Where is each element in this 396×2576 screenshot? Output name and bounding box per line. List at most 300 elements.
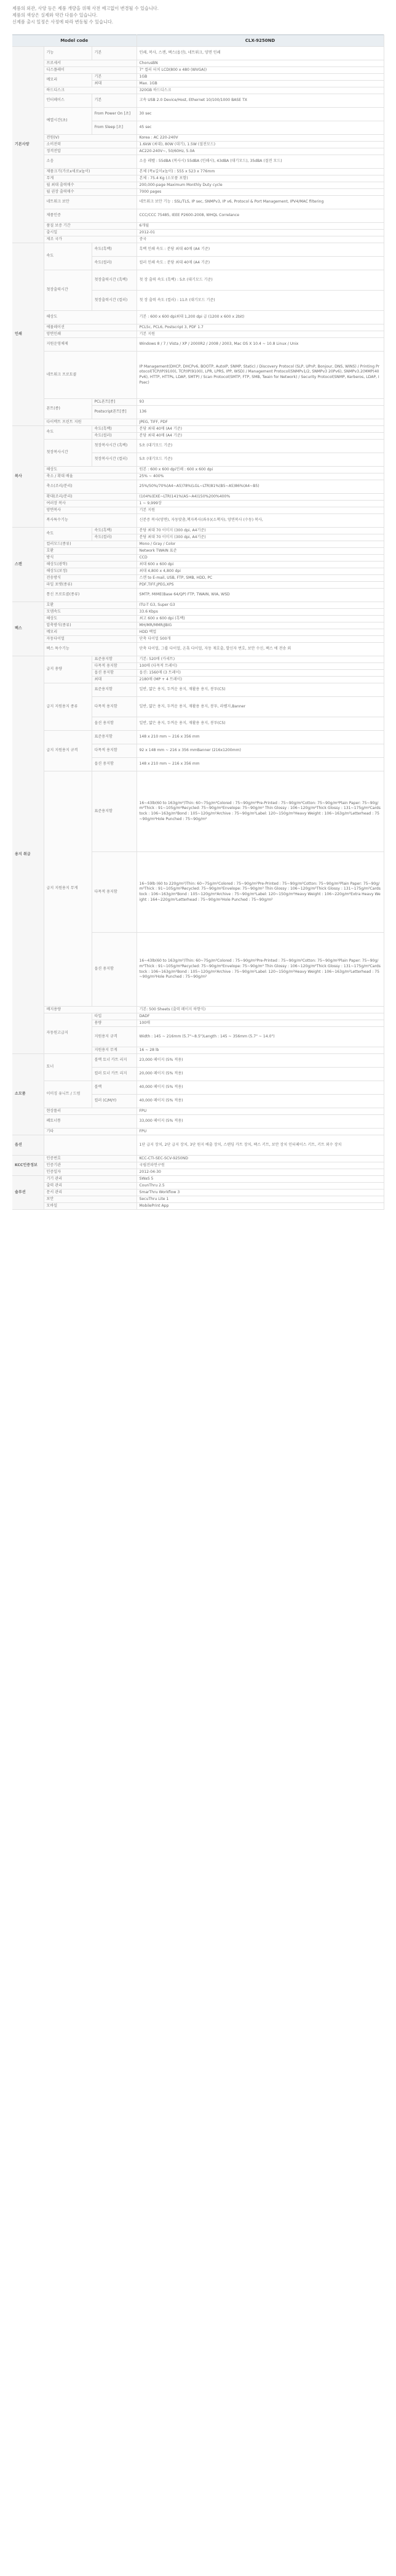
spec-value: 1.6kW (최대), 80W (대기), 1.5W (절전모드) (137, 142, 384, 148)
spec-value: 5초 (대기모드 기준) (137, 453, 384, 467)
spec-value: ChorusBN (137, 60, 384, 67)
spec-value: 320GB 하드디스크 (137, 87, 384, 94)
spec-label: 호환 (44, 602, 137, 609)
notice-line-2: 제품의 색상은 실제와 약간 다를수 있습니다. (12, 12, 98, 18)
spec-value: 1 ~ 9,999장 (137, 501, 384, 507)
spec-label: 인터페이스 (44, 94, 92, 108)
spec-row (12, 582, 384, 589)
spec-row (12, 67, 384, 74)
spec-value: 136 (137, 406, 384, 419)
spec-row (12, 1013, 384, 1020)
spec-value: 25% ~ 400% (137, 473, 384, 480)
spec-value: Max. 1GB (137, 81, 384, 87)
spec-label: 월 권장 출력매수 (44, 189, 137, 196)
spec-label: 축소(조리/분리) (44, 480, 137, 494)
spec-row (12, 1169, 384, 1176)
spec-row (12, 1183, 384, 1189)
spec-sublabel: 지원용지 무게 (92, 1047, 137, 1054)
spec-label: 속도 (44, 243, 92, 270)
spec-value: HDD 백업 (137, 629, 384, 636)
spec-label: 토너 (44, 1054, 92, 1081)
spec-sublabel: 다목적 용지함 (92, 744, 137, 758)
spec-label: 첫장복사시간 (44, 440, 92, 467)
spec-body (12, 47, 384, 1210)
spec-label: 지원운영체제 (44, 338, 137, 352)
spec-row (12, 683, 384, 697)
notice-block (0, 0, 396, 31)
spec-row (12, 209, 384, 223)
spec-sublabel: 다목적 용지함 (92, 697, 137, 717)
spec-value: 148 x 210 mm ~ 216 x 356 mm (137, 731, 384, 744)
spec-value: Width : 145 ~ 216mm (5.7"~8.5")Length : 145 ~ 356mm (5.7" ~ 14.0") (137, 1027, 384, 1047)
spec-row (12, 440, 384, 453)
spec-value: MH/MR/MMR/JBIG (137, 622, 384, 629)
spec-row (12, 1129, 384, 1135)
spec-value: 일반, 얇은 용지, 두꺼운 용지, 재활용 용지, 봉투(C5) (137, 683, 384, 697)
spec-value: (104%(EXE~LTR)141%(A5~A4)150%200%400% (137, 494, 384, 501)
category-cell: 팩스 (12, 602, 44, 656)
spec-row (12, 419, 384, 426)
spec-value: 고속 USB 2.0 Device/Host, Ethernet 10/100/1000 BASE TX (137, 94, 384, 108)
spec-label: 여러장 복사 (44, 501, 137, 507)
spec-value: CCD (137, 555, 384, 561)
spec-label: 방식 (44, 555, 137, 561)
category-cell: 옵션 (12, 1135, 44, 1156)
spec-value: 100매 (다목적 트레이) (137, 663, 384, 670)
spec-row (12, 609, 384, 616)
spec-sublabel: PCL폰트[종] (92, 399, 137, 406)
spec-label: 제품인증 (44, 209, 137, 223)
spec-label: 해상도 (44, 616, 137, 622)
spec-sublabel: From Power On [초] (92, 108, 137, 121)
spec-label: 축소 / 확대 배율 (44, 473, 137, 480)
spec-value: 스캔 to E-mail, USB, FTP, SMB, HDD, PC (137, 575, 384, 582)
spec-value: CounThru 2.5 (137, 1183, 384, 1189)
spec-value: 100매 (137, 1020, 384, 1027)
spec-label: 압축방식(종류) (44, 622, 137, 629)
spec-value: 일반, 얇은 용지, 두꺼운 용지, 재활용 용지, 봉투(C5) (137, 717, 384, 731)
spec-sublabel: 다목적 용지함 (92, 663, 137, 670)
spec-value: 93 (137, 399, 384, 406)
spec-row (12, 155, 384, 169)
spec-label: 속도 (44, 426, 92, 440)
spec-row (12, 622, 384, 629)
spec-row (12, 426, 384, 433)
spec-row (12, 1196, 384, 1203)
spec-label: 에뮬레이션 (44, 324, 137, 331)
spec-value: 2180매 (MP + 4 트레이) (137, 677, 384, 683)
spec-label: 해상도 (44, 311, 137, 324)
spec-label: 출시일 (44, 230, 137, 236)
header-model-name: CLX-9250ND (137, 35, 384, 47)
spec-row (12, 555, 384, 561)
spec-label: 폐토너통 (44, 1115, 137, 1129)
spec-value: Windows 8 / 7 / Vista / XP / 2000R2 / 2008 / 2003, Mac OS X 10.4 ~ 10.8 Linux / Unix (137, 338, 384, 352)
spec-value: SMTP, MIME(Base 64/QP) FTP, TWAIN, WIA, WSD (137, 589, 384, 602)
spec-label: 기타 (44, 1129, 137, 1135)
spec-row (12, 467, 384, 473)
spec-label: 디스플레이 (44, 67, 137, 74)
spec-sublabel: 컬러 (C/M/Y) (92, 1095, 137, 1108)
spec-row (12, 1115, 384, 1129)
spec-row (12, 480, 384, 494)
spec-value: 40,000 페이지 (5% 적용) (137, 1081, 384, 1095)
spec-row (12, 1054, 384, 1068)
category-cell: 복사 (12, 426, 44, 528)
spec-row (12, 561, 384, 568)
spec-header-row (12, 35, 384, 47)
spec-value: 본체 (폭x길이x높이) : 555 x 523 x 776mm (137, 169, 384, 175)
spec-row (12, 602, 384, 609)
spec-value: 23,000 페이지 (5% 적용) (137, 1054, 384, 1068)
spec-value: 200,000-page Maximum Monthly Duty cycle (137, 182, 384, 189)
spec-row (12, 1176, 384, 1183)
spec-sublabel: 표준용지함 (92, 771, 137, 852)
spec-row (12, 142, 384, 148)
spec-row (12, 1189, 384, 1196)
spec-value: 7" 컬러 터치 LCD(800 x 480 (WVGA)) (137, 67, 384, 74)
spec-label: 전원(V) (44, 135, 137, 142)
spec-label: 급지 지원용지 종류 (44, 683, 92, 731)
spec-sublabel: 속도(흑백) (92, 528, 137, 534)
notice-line-3: 신제품 출시 일정은 사정에 따라 변동될 수 있습니다. (12, 19, 114, 25)
spec-value: 16~43lb(60 to 163g/m²)Thin: 60~75g/m²Colored : 75~90g/m²Pre-Printed : 75~90g/m²Cotton: 75~90g/m²Plain Paper: 75~90g/m²Thick : 91~105g/m²Recycled: 75~90g/m²Envelope: 75~90g/m² Thin Glossy : 106~120g/m²Thick Glossy : 131~175g/m²Cardstock : 106~163g/m²Bond : 105~120g/m²Archive : 75~90g/m²Label: 120~150g/m²Heavy Weight : 106~163g/m²Letterhead : 75~90g/m²Hole Punched : 75~90g/m² (137, 771, 384, 852)
spec-row (12, 311, 384, 324)
spec-label: 인증일자 (44, 1169, 137, 1176)
spec-value: 16 ~ 28 lb (137, 1047, 384, 1054)
spec-sublabel: 옵션 용지함 (92, 933, 137, 1007)
spec-sublabel: 첫장복사시간 (컬러) (92, 453, 137, 467)
spec-label: 폰트(종) (44, 399, 92, 419)
spec-value: 기본 : 600 x 600 dpi최대 1,200 dpi 급 (1200 x 600 x 2bit) (137, 311, 384, 324)
spec-sublabel: 블랙 토너 카트 리지 (92, 1054, 137, 1068)
category-cell: 소모품 (12, 1054, 44, 1135)
spec-value: 2012-04-30 (137, 1169, 384, 1176)
spec-value: SecuThru Lite 1 (137, 1196, 384, 1203)
spec-label: 첫장출력시간 (44, 270, 92, 311)
spec-value: 단축 다이얼 500개 (137, 636, 384, 643)
spec-sublabel: 첫장복사시간 (흑백) (92, 440, 137, 453)
category-cell: 기본사양 (12, 47, 44, 243)
spec-label: 호환 (44, 548, 137, 555)
spec-value: 16~43lb(60 to 163g/m²)Thin: 60~75g/m²Colored : 75~90g/m²Pre-Printed : 75~90g/m²Cotton: 75~90g/m²Plain Paper: 75~90g/m²Thick : 91~105g/m²Recycled: 75~90g/m²Envelope: 75~90g/m² Thin Glossy : 106~120g/m²Thick Glossy : 131~175g/m²Cardstock : 106~163g/m²Bond : 105~120g/m²Archive : 75~90g/m²Label: 120~150g/m²Heavy Weight : 106~163g/m²Letterhead : 75~90g/m²Hole Punched : 75~90g/m² (137, 933, 384, 1007)
spec-row (12, 548, 384, 555)
spec-row (12, 236, 384, 243)
spec-label: 급지 지원용지 규격 (44, 731, 92, 771)
spec-label: 해상도(보정) (44, 568, 137, 575)
category-cell: 솔루션 (12, 1176, 44, 1210)
spec-label: 배지용량 (44, 1007, 137, 1013)
spec-label: 속도 (44, 528, 92, 541)
spec-value: 30 sec (137, 108, 384, 121)
spec-value: 33,000 페이지 (5% 적용) (137, 1115, 384, 1129)
spec-label: 모뎀속도 (44, 609, 137, 616)
spec-value: 33.6 Kbps (137, 609, 384, 616)
spec-label: 통신 프로토콜(종류) (44, 589, 137, 602)
spec-label: 메모리 (44, 74, 92, 87)
spec-value: 최고 600 x 600 dpi (흑백) (137, 616, 384, 622)
category-cell: KCC인증정보 (12, 1156, 44, 1176)
spec-sublabel: 속도(흑백) (92, 243, 137, 257)
spec-row (12, 643, 384, 656)
spec-sublabel: 기본 (92, 74, 137, 81)
spec-value: SmarThru Workflow 3 (137, 1189, 384, 1196)
spec-row (12, 494, 384, 501)
spec-label: 양면복사 (44, 507, 137, 514)
spec-label (44, 1135, 137, 1156)
spec-value: 기본 지원 (137, 331, 384, 338)
spec-value: PCL5c, PCL6, Postscript 3, PDF 1.7 (137, 324, 384, 331)
spec-value: 2012-01 (137, 230, 384, 236)
spec-value: PDF,TIFF,JPEG,XPS (137, 582, 384, 589)
spec-label: 이미징 유니트 / 드럼 (44, 1081, 92, 1108)
spec-row (12, 331, 384, 338)
spec-row (12, 1162, 384, 1169)
spec-value: ITU-T G3, Super G3 (137, 602, 384, 609)
spec-value: AC220-240V~, 50/60Hz, 5.0A (137, 148, 384, 155)
spec-row (12, 507, 384, 514)
spec-value: 신분증 복사(양면), 자동맞춤,책자복사(좌우)(소책자), 양면복사 (수동) 복사, (137, 514, 384, 528)
spec-row (12, 589, 384, 602)
spec-label: 양면인쇄 (44, 331, 137, 338)
spec-sublabel: 최대 (92, 677, 137, 683)
spec-row (12, 148, 384, 155)
spec-label: 제품크기(가로x세로x높이) (44, 169, 137, 175)
spec-sublabel: 최대 (92, 81, 137, 87)
spec-row (12, 1203, 384, 1210)
spec-value: KCC-CTI-SEC-SCV-9250ND (137, 1156, 384, 1162)
spec-sublabel: 속도(흑백) (92, 426, 137, 433)
spec-row (12, 87, 384, 94)
spec-value: 20,000 페이지 (5% 적용) (137, 1068, 384, 1081)
spec-row (12, 270, 384, 291)
spec-sublabel: 속도(컬러) (92, 433, 137, 440)
notice-line-1: 제품의 외관, 사양 등은 제품 개량을 위해 사전 예고없이 변경될 수 있습니다. (12, 6, 159, 11)
spec-value: 국립전파연구원 (137, 1162, 384, 1169)
spec-row (12, 629, 384, 636)
spec-value: 네트워크 보안 기능 : SSL/TLS, IP sec, SNMPv3, IP v6, Protocol & Port Management, IPV4/MAC filtering (137, 196, 384, 209)
spec-row (12, 528, 384, 534)
spec-label: 인증번호 (44, 1156, 137, 1162)
spec-row (12, 1007, 384, 1013)
spec-label: 소음 (44, 155, 137, 169)
spec-value: FPU (137, 1129, 384, 1135)
header-model-code: Model code (12, 35, 137, 47)
spec-value: 16~59lb (60 to 220g/m²)Thin: 60~75g/m²Colored : 75~90g/m²Pre-Printed : 75~90g/m²Cotton: 75~90g/m²Plain Paper: 75~90g/m²Thick : 91~105g/m²Recycled: 75~90g/m²Envelope: 75~90g/m² Thin Glossy : 106~120g/m²Thick Glossy : 131~175g/m²Cardstock : 106~163g/m²Bond : 105~120g/m²Archive : 75~90g/m²Label: 120~150g/m²Heavy Weight : 106~220g/m²Extra Heavy Weight : 164~220g/m²Letterhead : 75~90g/m²Hole Punched : 75~90g/m² (137, 852, 384, 933)
spec-value: 최대 600 x 600 dpi (137, 561, 384, 568)
spec-sublabel: 컬러 토너 카트 리지 (92, 1068, 137, 1081)
spec-value: 본체 : 75.4 Kg (소모품 포함) (137, 175, 384, 182)
spec-row (12, 47, 384, 60)
spec-label: 급지 용량 (44, 656, 92, 683)
spec-sublabel: 표준용지함 (92, 731, 137, 744)
spec-label: 문서 관리 (44, 1189, 137, 1196)
spec-label: 기기 관리 (44, 1176, 137, 1183)
spec-sublabel: 용량 (92, 1020, 137, 1027)
spec-value: 기본: 500 Sheets (출력 페이지 하향식) (137, 1007, 384, 1013)
spec-value: 원본 : 600 x 600 dpi인쇄 : 600 x 600 dpi (137, 467, 384, 473)
spec-label: 정격전압 (44, 148, 137, 155)
spec-label: 출력 관리 (44, 1183, 137, 1189)
spec-label: 해상도(광학) (44, 561, 137, 568)
spec-sublabel: 옵션 용지함 (92, 758, 137, 771)
spec-row (12, 74, 384, 81)
spec-value: 소음 레벨 : 55dBA (복사시) 55dBA (인쇄시), 43dBA (대기모드), 35dBA (절전 모드) (137, 155, 384, 169)
spec-row (12, 196, 384, 209)
spec-label: 월 최대 출력매수 (44, 182, 137, 189)
spec-label: 네트워크 프로토콜 (44, 352, 137, 399)
spec-value: 첫 장 출력 속도 (흑백) : 5초 (대기모드 기준) (137, 270, 384, 291)
spec-value: DADF (137, 1013, 384, 1020)
spec-label: 제조 국가 (44, 236, 137, 243)
spec-value: 25%/50%/70%(A4~A5)78%(LGL~LTR)81%(B5~A5)86%(A4~B5) (137, 480, 384, 494)
spec-row (12, 399, 384, 406)
spec-value: 최대 4,800 x 4,800 dpi (137, 568, 384, 575)
spec-value: SWaS 5 (137, 1176, 384, 1183)
spec-value: 분당 최대 40매 (A4 기준) (137, 433, 384, 440)
spec-value: 중국 (137, 236, 384, 243)
spec-value: 일반, 얇은 용지, 두꺼운 용지, 재활용 용지, 봉투, 라벨지,Banner (137, 697, 384, 717)
spec-value: 45 sec (137, 121, 384, 135)
spec-value: 기본 지원 (137, 507, 384, 514)
spec-value: Korea : AC 220-240V (137, 135, 384, 142)
spec-row (12, 514, 384, 528)
spec-value: 40,000 페이지 (5% 적용) (137, 1095, 384, 1108)
spec-label: 파일 포맷(종류) (44, 582, 137, 589)
spec-sublabel: 기본 (92, 47, 137, 60)
spec-row (12, 352, 384, 399)
spec-sublabel: 첫장출력시간 (흑백) (92, 270, 137, 291)
spec-label: 확대(조리/분리) (44, 494, 137, 501)
spec-row (12, 616, 384, 622)
spec-value: 1단 급지 장치, 2단 급지 장치, 3단 원지 배출 장치, 스탠딩 카트 장치, 팩스 키트, 보안 장치 인터페이스 키트, 키트 외수 장치 (137, 1135, 384, 1156)
spec-row (12, 338, 384, 352)
spec-row (12, 230, 384, 236)
spec-row (12, 473, 384, 480)
spec-value: 첫 장 출력 속도 (컬러) : 11초 (대기모드 기준) (137, 291, 384, 311)
spec-sublabel: 표준용지함 (92, 656, 137, 663)
spec-value: Network TWAIN 표준 (137, 548, 384, 555)
spec-label: 자동다이얼 (44, 636, 137, 643)
spec-value: JPEG, TIFF, PDF (137, 419, 384, 426)
spec-row (12, 1081, 384, 1095)
spec-row (12, 771, 384, 852)
spec-table (12, 34, 384, 1210)
spec-label: 인증기관 (44, 1162, 137, 1169)
spec-value: CCC/CCC 75485, IEEE P2600-2008, WHQL Correlance (137, 209, 384, 223)
spec-row (12, 575, 384, 582)
spec-label: 해상도 (44, 467, 137, 473)
spec-sublabel: 옵션 용지함 (92, 670, 137, 677)
spec-label: 기능 (44, 47, 92, 60)
spec-sublabel: 다목적 용지함 (92, 852, 137, 933)
category-cell: 용지 취급 (12, 656, 44, 1054)
spec-row (12, 636, 384, 643)
spec-value: 단축 다이얼, 그룹 다이얼, 온훅 다이얼, 자동 재호출, 발신자 번호, 보안 수신, 팩스 에 전송 외 (137, 643, 384, 656)
spec-label: 하드디스크 (44, 87, 137, 94)
spec-row (12, 1135, 384, 1156)
category-cell: 스캔 (12, 528, 44, 602)
spec-row (12, 656, 384, 663)
spec-value: 흑백 인쇄 속도 : 분당 최대 40매 (A4 기준) (137, 243, 384, 257)
spec-label: 전송방식 (44, 575, 137, 582)
spec-value: 분당 최대 40매 (A4 기준) (137, 426, 384, 433)
spec-value: 7000 pages (137, 189, 384, 196)
spec-sublabel: 첫장출력시간 (컬러) (92, 291, 137, 311)
spec-label: 컬러모드(종류) (44, 541, 137, 548)
spec-row (12, 1108, 384, 1115)
spec-value: 인쇄, 복사, 스캔, 팩스(옵션), 네트워크, 양면 인쇄 (137, 47, 384, 60)
spec-value: 1GB (137, 74, 384, 81)
spec-value: 분당 최대 70 이미지 (300 dpi, A4기준) (137, 528, 384, 534)
category-cell: 인쇄 (12, 243, 44, 426)
spec-row (12, 731, 384, 744)
spec-row (12, 568, 384, 575)
spec-label: 현상롤러 (44, 1108, 137, 1115)
spec-value: 92 x 148 mm ~ 216 x 356 mmBanner (216x1200mm) (137, 744, 384, 758)
spec-label: 소비전력 (44, 142, 137, 148)
spec-value: 옵션: 1560매 (3 트레이) (137, 670, 384, 677)
spec-sublabel: 지원용지 규격 (92, 1027, 137, 1047)
spec-sublabel: Postscript폰트[종] (92, 406, 137, 419)
spec-row (12, 1156, 384, 1162)
spec-row (12, 94, 384, 108)
spec-row (12, 189, 384, 196)
spec-label: 자동원고급지 (44, 1013, 92, 1054)
spec-value: 5초 (대기모드 기준) (137, 440, 384, 453)
spec-row (12, 243, 384, 257)
spec-value: 148 x 210 mm ~ 216 x 356 mm (137, 758, 384, 771)
spec-sublabel: 옵션 용지함 (92, 717, 137, 731)
spec-label: 팩스 특수기능 (44, 643, 137, 656)
spec-label: 네트워크 보안 (44, 196, 137, 209)
spec-label: 모바일 (44, 1203, 137, 1210)
spec-label: 프로세서 (44, 60, 137, 67)
spec-value: 분당 최대 70 이미지 (300 dpi, A4기준) (137, 534, 384, 541)
spec-label: 급지 지원용지 무게 (44, 771, 92, 1007)
spec-sublabel: 표준용지함 (92, 683, 137, 697)
spec-row (12, 108, 384, 121)
spec-row (12, 501, 384, 507)
spec-value: 컬러 인쇄 속도 : 분당 최대 40매 (A4 기준) (137, 257, 384, 270)
spec-label: 예열시간(초) (44, 108, 92, 135)
spec-sublabel: 기본 (92, 94, 137, 108)
spec-row (12, 182, 384, 189)
spec-label: 품질 보증 기간 (44, 223, 137, 230)
spec-sublabel: 타입 (92, 1013, 137, 1020)
spec-label: 보안 (44, 1196, 137, 1203)
spec-value: FPU (137, 1108, 384, 1115)
spec-label: 메모리 (44, 629, 137, 636)
spec-value: 기본: 520매 (카세트) (137, 656, 384, 663)
spec-row (12, 541, 384, 548)
spec-label: 무게 (44, 175, 137, 182)
spec-row (12, 60, 384, 67)
spec-sublabel: 블랙 (92, 1081, 137, 1095)
spec-sublabel: 속도(컬러) (92, 257, 137, 270)
spec-value: 6개월 (137, 223, 384, 230)
spec-value: MobilePrint App (137, 1203, 384, 1210)
spec-row (12, 175, 384, 182)
spec-sublabel: From Sleep [초] (92, 121, 137, 135)
spec-row (12, 324, 384, 331)
spec-label: 다이렉트 프린트 지원 (44, 419, 137, 426)
spec-row (12, 169, 384, 175)
spec-row (12, 223, 384, 230)
spec-label: 복사특수기능 (44, 514, 137, 528)
spec-value: IP Management(DHCP, DHCPv6, BOOTP, AutoIP, SNMP, Static) / Discovery Protocol (SLP, UPnP, Bonjour, DNS, WINS) / Printing Protocol(TCP/IP(9100), TCP/IP(9100), LPR, LPRS, IPP, WSD) / Management Protocol(SNMPv1/2, SNMPv3 20Pv6), SNMPv3.2(MMP(40Pv6), HTTP, HTTPs, LDAP, SMTP) / Scan Protocol(SMTP, FTP, SMB, Twain for Network) / Security Protocol(SNMP, Kerberos, LDAP, IPsec) (137, 352, 384, 399)
spec-row (12, 135, 384, 142)
